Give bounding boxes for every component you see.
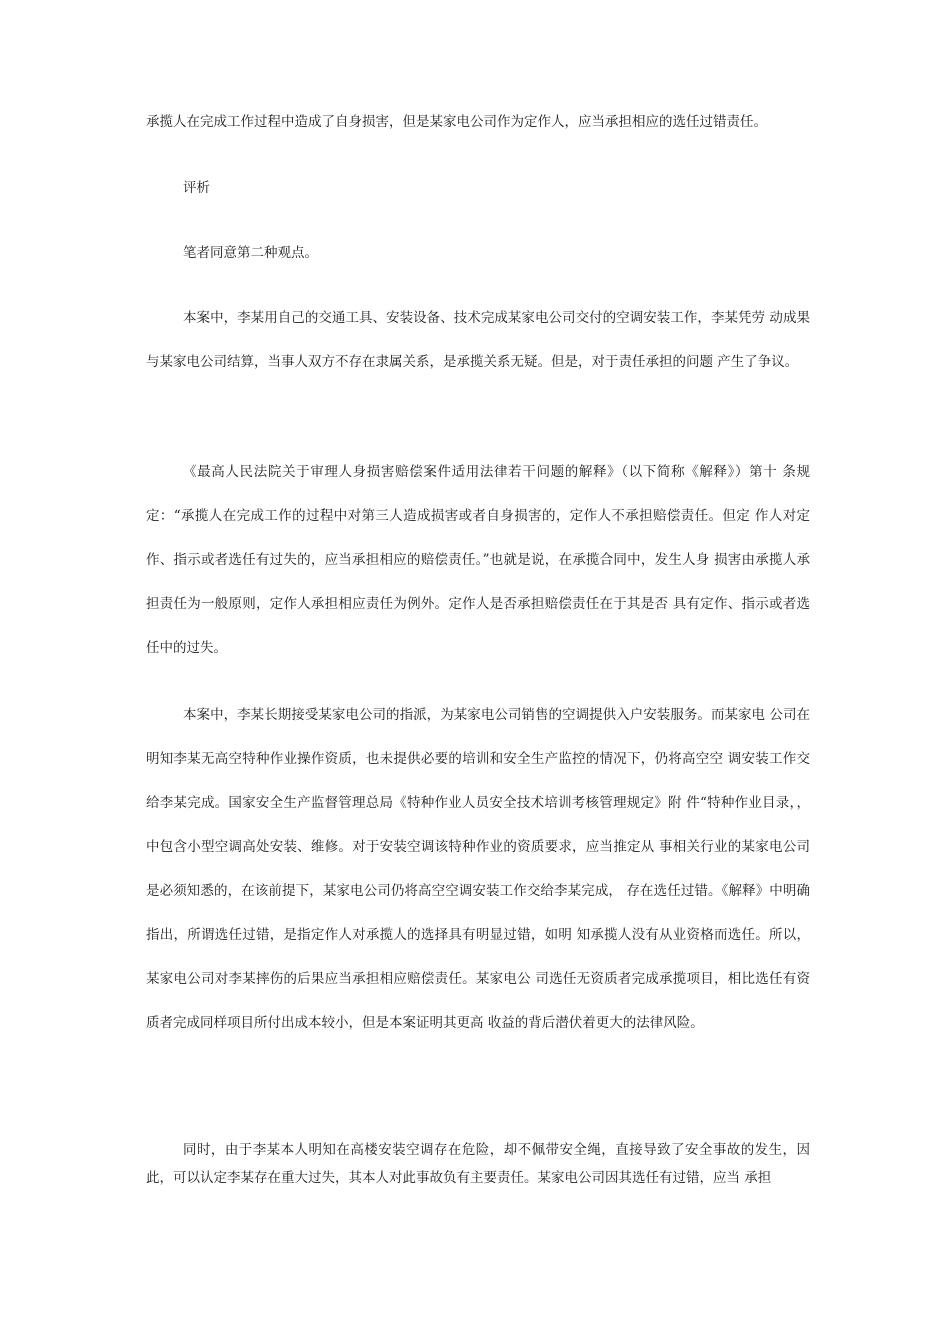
paragraph-conclusion-view: 承揽人在完成工作过程中造成了自身损害，但是某家电公司作为定作人，应当承担相应的选任过错责任。 <box>146 114 767 130</box>
paragraph-author-opinion: 笔者同意第二种观点。 <box>183 245 318 261</box>
paragraph-selection-fault: 本案中，李某长期接受某家电公司的指派，为某家电公司销售的空调提供入户安装服务。而某家电 公司在明知李某无高空特种作业操作资质，也未提供必要的培训和安全生产监控的情况下，仍将高空空 调安装工作交给李某完成。国家安全生产监督管理总局《特种作业人员安全技术培训考核管理规定》附 件“特种作业目录，，中包含小型空调高处安装、维修。对于安装空调该特种作业的资质要求，应当推定从 事相关行业的某家电公司是必须知悉的，在该前提下，某家电公司仍将高空空调安装工作交给李某完成， 存在选任过错。《解释》中明确指出，所谓选任过错，是指定作人对承揽人的选择具有明显过错，如明 知承揽人没有从业资格而选任。所以，某家电公司对李某摔伤的后果应当承担相应赔偿责任。某家电公 司选任无资质者完成承揽项目，相比选任有资质者完成同样项目所付出成本较小，但是本案证明其更高 收益的背后潜伏着更大的法律风险。 <box>146 707 810 1031</box>
paragraph-contract-relationship: 本案中，李某用自己的交通工具、安装设备、技术完成某家电公司交付的空调安装工作，李某凭劳 动成果与某家电公司结算，当事人双方不存在隶属关系，是承揽关系无疑。但是，对于责任承担的问题 产生了争议。 <box>146 310 810 370</box>
paragraph-major-negligence: 同时，由于李某本人明知在高楼安装空调存在危险，却不佩带安全绳，直接导致了安全事故的发生，因此，可以认定李某存在重大过失，其本人对此事故负有主要责任。某家电公司因其选任有过错，应当 承担 <box>146 1142 810 1186</box>
paragraph-judicial-interpretation: 《最高人民法院关于审理人身损害赔偿案件适用法律若干问题的解释》（以下简称《解释》）第十 条规定：“承揽人在完成工作的过程中对第三人造成损害或者自身损害的，定作人不承担赔偿责任。但定 作人对定作、指示或者选任有过失的，应当承担相应的赔偿责任。”也就是说，在承揽合同中，发生人身 损害由承揽人承担责任为一般原则，定作人承担相应责任为例外。定作人是否承担赔偿责任在于其是否 具有定作、指示或者选任中的过失。 <box>146 464 810 656</box>
section-heading-analysis: 评析 <box>183 180 210 196</box>
